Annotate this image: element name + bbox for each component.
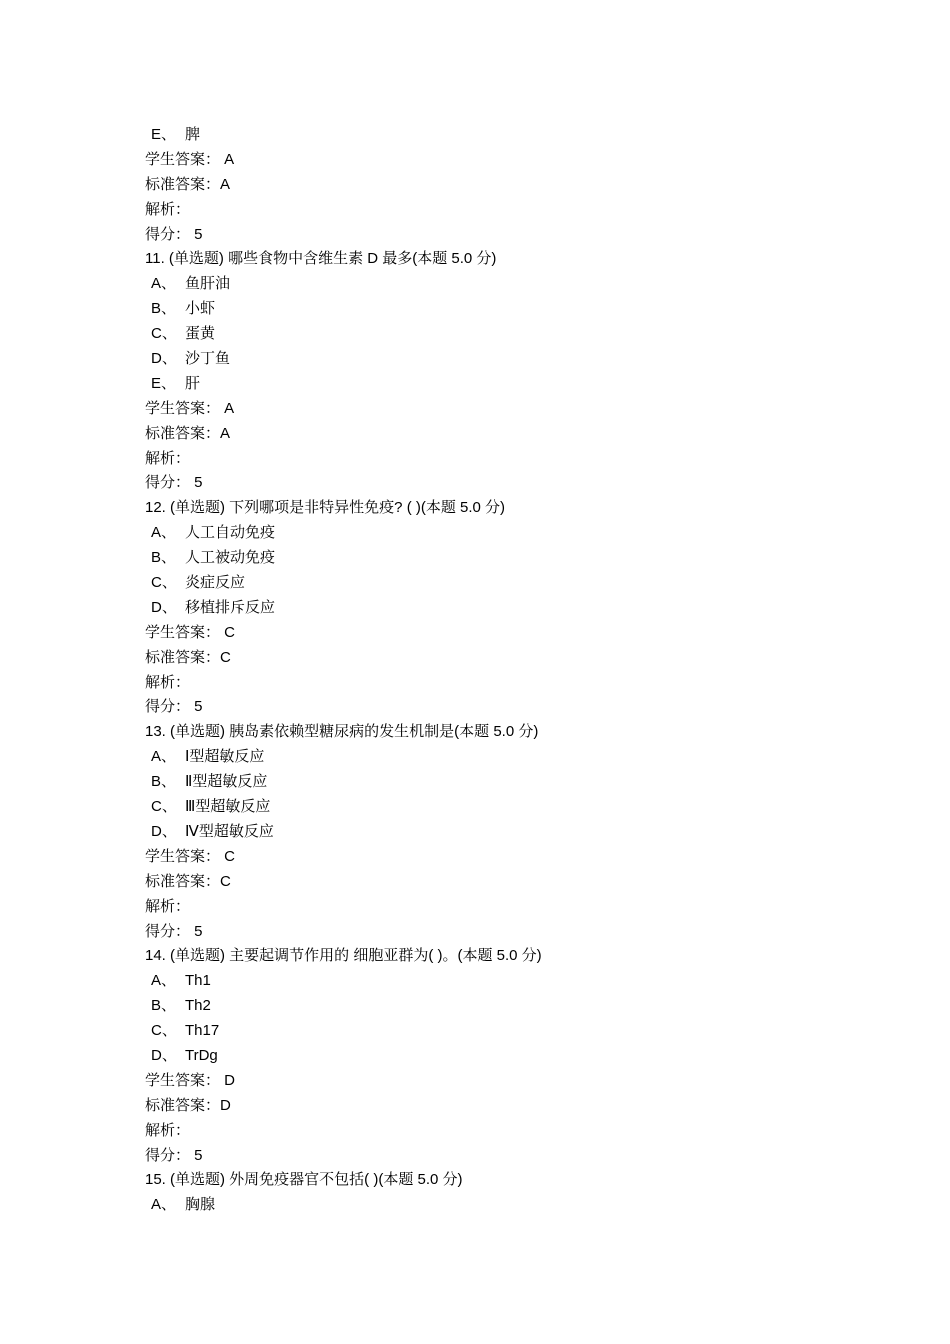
document-body bbox=[145, 123, 905, 1218]
option-text: Ⅰ型超敏反应 bbox=[185, 748, 265, 766]
option-letter: C、 bbox=[151, 574, 177, 592]
answer-option bbox=[145, 745, 905, 770]
text-line: 学生答案： C bbox=[145, 847, 236, 865]
text-line: 解析： bbox=[145, 449, 191, 467]
answer-option bbox=[145, 770, 905, 795]
answer-option bbox=[145, 347, 905, 372]
option-text: 炎症反应 bbox=[185, 574, 246, 592]
text-line: 得分： 5 bbox=[145, 922, 203, 940]
option-letter: B、 bbox=[151, 997, 177, 1015]
option-letter: B、 bbox=[151, 300, 177, 318]
answer-option bbox=[145, 297, 905, 322]
text-line: 解析： bbox=[145, 897, 191, 915]
text-line: 11. (单选题) 哪些食物中含维生素 D 最多(本题 5.0 分) bbox=[145, 250, 497, 268]
option-text: 人工自动免疫 bbox=[185, 524, 276, 542]
answer-option bbox=[145, 521, 905, 546]
option-text: Ⅲ型超敏反应 bbox=[185, 798, 271, 816]
option-text: Th1 bbox=[185, 972, 211, 990]
text-line: 得分： 5 bbox=[145, 225, 203, 243]
text-line: 15. (单选题) 外周免疫器官不包括( )(本题 5.0 分) bbox=[145, 1171, 463, 1189]
answer-option bbox=[145, 596, 905, 621]
answer-option bbox=[145, 322, 905, 347]
text-line: 标准答案：A bbox=[145, 175, 231, 193]
answer-option bbox=[145, 571, 905, 596]
answer-option bbox=[145, 795, 905, 820]
text-line: 13. (单选题) 胰岛素依赖型糖尿病的发生机制是(本题 5.0 分) bbox=[145, 723, 539, 741]
text-line: 学生答案： C bbox=[145, 623, 236, 641]
option-letter: A、 bbox=[151, 972, 177, 990]
option-text: 鱼肝油 bbox=[185, 275, 231, 293]
option-letter: D、 bbox=[151, 598, 177, 616]
option-text: 移植排斥反应 bbox=[185, 598, 276, 616]
option-text: 人工被动免疫 bbox=[185, 549, 276, 567]
answer-option bbox=[145, 1044, 905, 1069]
text-line: 12. (单选题) 下列哪项是非特异性免疫? ( )(本题 5.0 分) bbox=[145, 499, 506, 517]
option-text: TrDg bbox=[185, 1046, 218, 1064]
answer-option bbox=[145, 994, 905, 1019]
option-text: 肝 bbox=[185, 374, 201, 392]
option-letter: D、 bbox=[151, 350, 177, 368]
text-line: 标准答案：D bbox=[145, 1096, 231, 1114]
option-text: 脾 bbox=[185, 126, 201, 143]
option-letter: A、 bbox=[151, 275, 177, 293]
option-letter: A、 bbox=[151, 524, 177, 542]
text-line: 解析： bbox=[145, 673, 191, 691]
text-line: 14. (单选题) 主要起调节作用的 细胞亚群为( )。(本题 5.0 分) bbox=[145, 947, 542, 965]
text-line: 得分： 5 bbox=[145, 474, 203, 492]
answer-option bbox=[145, 123, 905, 148]
text-line: 得分： 5 bbox=[145, 1146, 203, 1164]
option-letter: C、 bbox=[151, 1022, 177, 1040]
option-letter: E、 bbox=[151, 374, 177, 392]
option-text: Ⅳ型超敏反应 bbox=[185, 822, 274, 840]
text-line: 标准答案：A bbox=[145, 424, 231, 442]
answer-option bbox=[145, 372, 905, 397]
option-letter: A、 bbox=[151, 748, 177, 766]
option-letter: E、 bbox=[151, 126, 177, 143]
answer-option bbox=[145, 1019, 905, 1044]
option-text: 沙丁鱼 bbox=[185, 350, 231, 368]
option-text: Th17 bbox=[185, 1022, 220, 1040]
option-letter: D、 bbox=[151, 822, 177, 840]
text-line: 标准答案：C bbox=[145, 872, 231, 890]
answer-option bbox=[145, 820, 905, 845]
option-text: 蛋黄 bbox=[185, 325, 216, 343]
option-letter: C、 bbox=[151, 325, 177, 343]
answer-option bbox=[145, 272, 905, 297]
option-letter: C、 bbox=[151, 798, 177, 816]
answer-option bbox=[145, 1193, 905, 1218]
option-letter: B、 bbox=[151, 773, 177, 791]
option-letter: D、 bbox=[151, 1046, 177, 1064]
text-line: 学生答案： A bbox=[145, 399, 235, 417]
text-line: 得分： 5 bbox=[145, 698, 203, 716]
option-letter: B、 bbox=[151, 549, 177, 567]
option-letter: A、 bbox=[151, 1196, 177, 1214]
answer-option bbox=[145, 969, 905, 994]
option-text: 胸腺 bbox=[185, 1196, 216, 1214]
text-line: 解析： bbox=[145, 1121, 191, 1139]
text-line: 解析： bbox=[145, 200, 191, 218]
answer-option bbox=[145, 546, 905, 571]
text-line: 标准答案：C bbox=[145, 648, 231, 666]
option-text: 小虾 bbox=[185, 300, 216, 318]
option-text: Ⅱ型超敏反应 bbox=[185, 773, 268, 791]
text-line: 学生答案： A bbox=[145, 150, 235, 168]
option-text: Th2 bbox=[185, 997, 211, 1015]
text-line: 学生答案： D bbox=[145, 1071, 236, 1089]
